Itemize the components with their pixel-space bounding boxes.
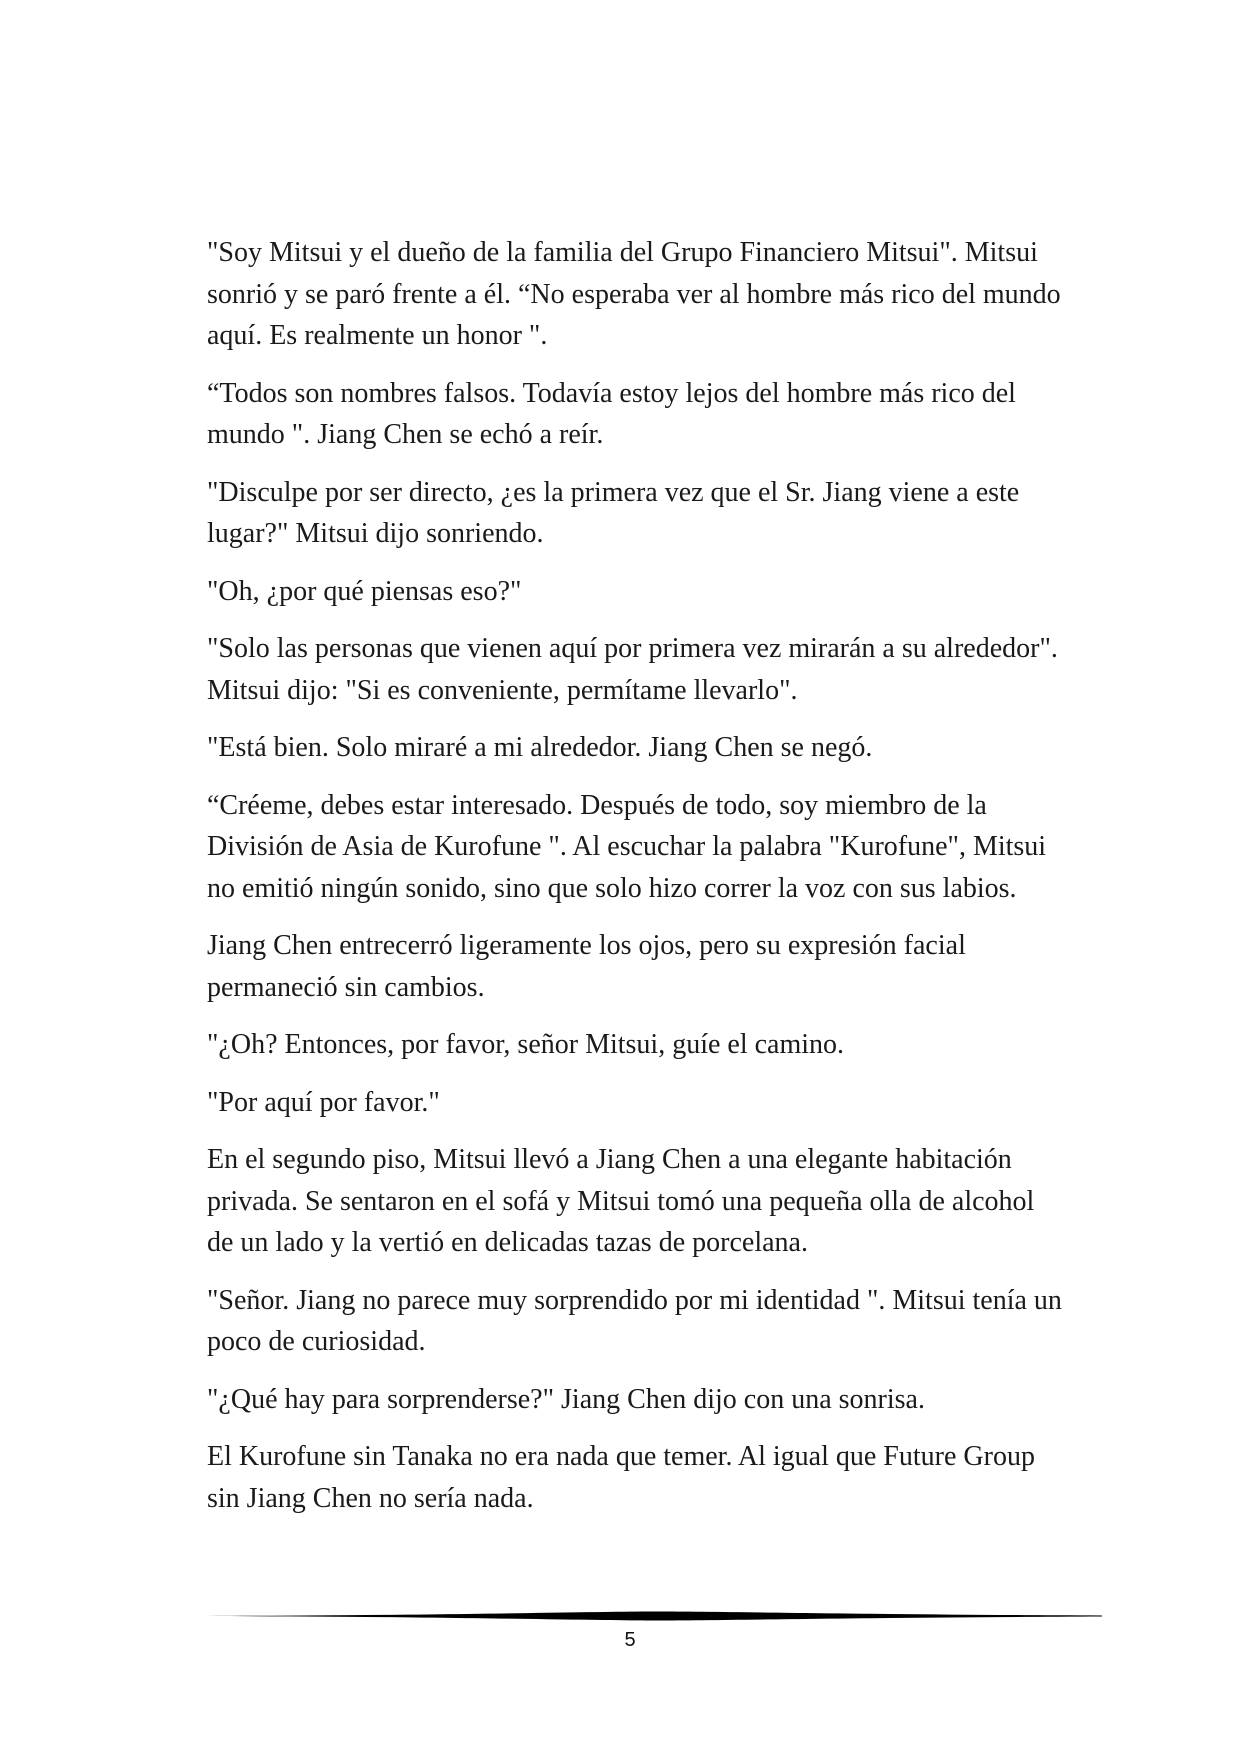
page-number: 5: [624, 1629, 636, 1651]
footer-divider-stroke: [207, 1612, 1102, 1621]
footer-divider: [207, 1610, 1102, 1622]
paragraph-3: "Disculpe por ser directo, ¿es la primera vez que el Sr. Jiang viene a este lugar?" Mitsui dijo sonriendo.: [207, 476, 1020, 549]
paragraph-1: "Soy Mitsui y el dueño de la familia del Grupo Financiero Mitsui". Mitsui sonrió y se paró frente a él. “No esperaba ver al hombre más rico del mundo aquí. Es realmente un honor ".: [207, 237, 1061, 351]
paragraph-5: "Solo las personas que vienen aquí por primera vez mirarán a su alrededor". Mitsui dijo: "Si es conveniente, permítame llevarlo".: [207, 633, 1058, 706]
paragraph-13: "¿Qué hay para sorprenderse?" Jiang Chen dijo con una sonrisa.: [207, 1383, 925, 1415]
paragraph-11: En el segundo piso, Mitsui llevó a Jiang Chen a una elegante habitación privada. Se sentaron en el sofá y Mitsui tomó una pequeña olla de alcohol de un lado y la vertió en delicadas tazas de porcelana.: [207, 1144, 1035, 1258]
paragraph-7: “Créeme, debes estar interesado. Después de todo, soy miembro de la División de Asia de Kurofune ". Al escuchar la palabra "Kurofune", Mitsui no emitió ningún sonido, sino que solo hizo correr la voz con sus labios.: [207, 789, 1047, 904]
paragraph-2: “Todos son nombres falsos. Todavía estoy lejos del hombre más rico del mundo ". Jiang Chen se echó a reír.: [207, 377, 1016, 450]
paragraph-14: El Kurofune sin Tanaka no era nada que temer. Al igual que Future Group sin Jiang Chen no sería nada.: [207, 1441, 1035, 1514]
paragraph-12: "Señor. Jiang no parece muy sorprendido por mi identidad ". Mitsui tenía un poco de curiosidad.: [207, 1284, 1062, 1357]
paragraph-4: "Oh, ¿por qué piensas eso?": [207, 575, 522, 607]
body-text: [207, 232, 1067, 1535]
paragraph-8: Jiang Chen entrecerró ligeramente los ojos, pero su expresión facial permaneció sin cambios.: [207, 930, 966, 1003]
paragraph-9: "¿Oh? Entonces, por favor, señor Mitsui, guíe el camino.: [207, 1029, 845, 1060]
paragraph-6: "Está bien. Solo miraré a mi alrededor. Jiang Chen se negó.: [207, 732, 873, 763]
paragraph-10: "Por aquí por favor.": [207, 1086, 440, 1118]
